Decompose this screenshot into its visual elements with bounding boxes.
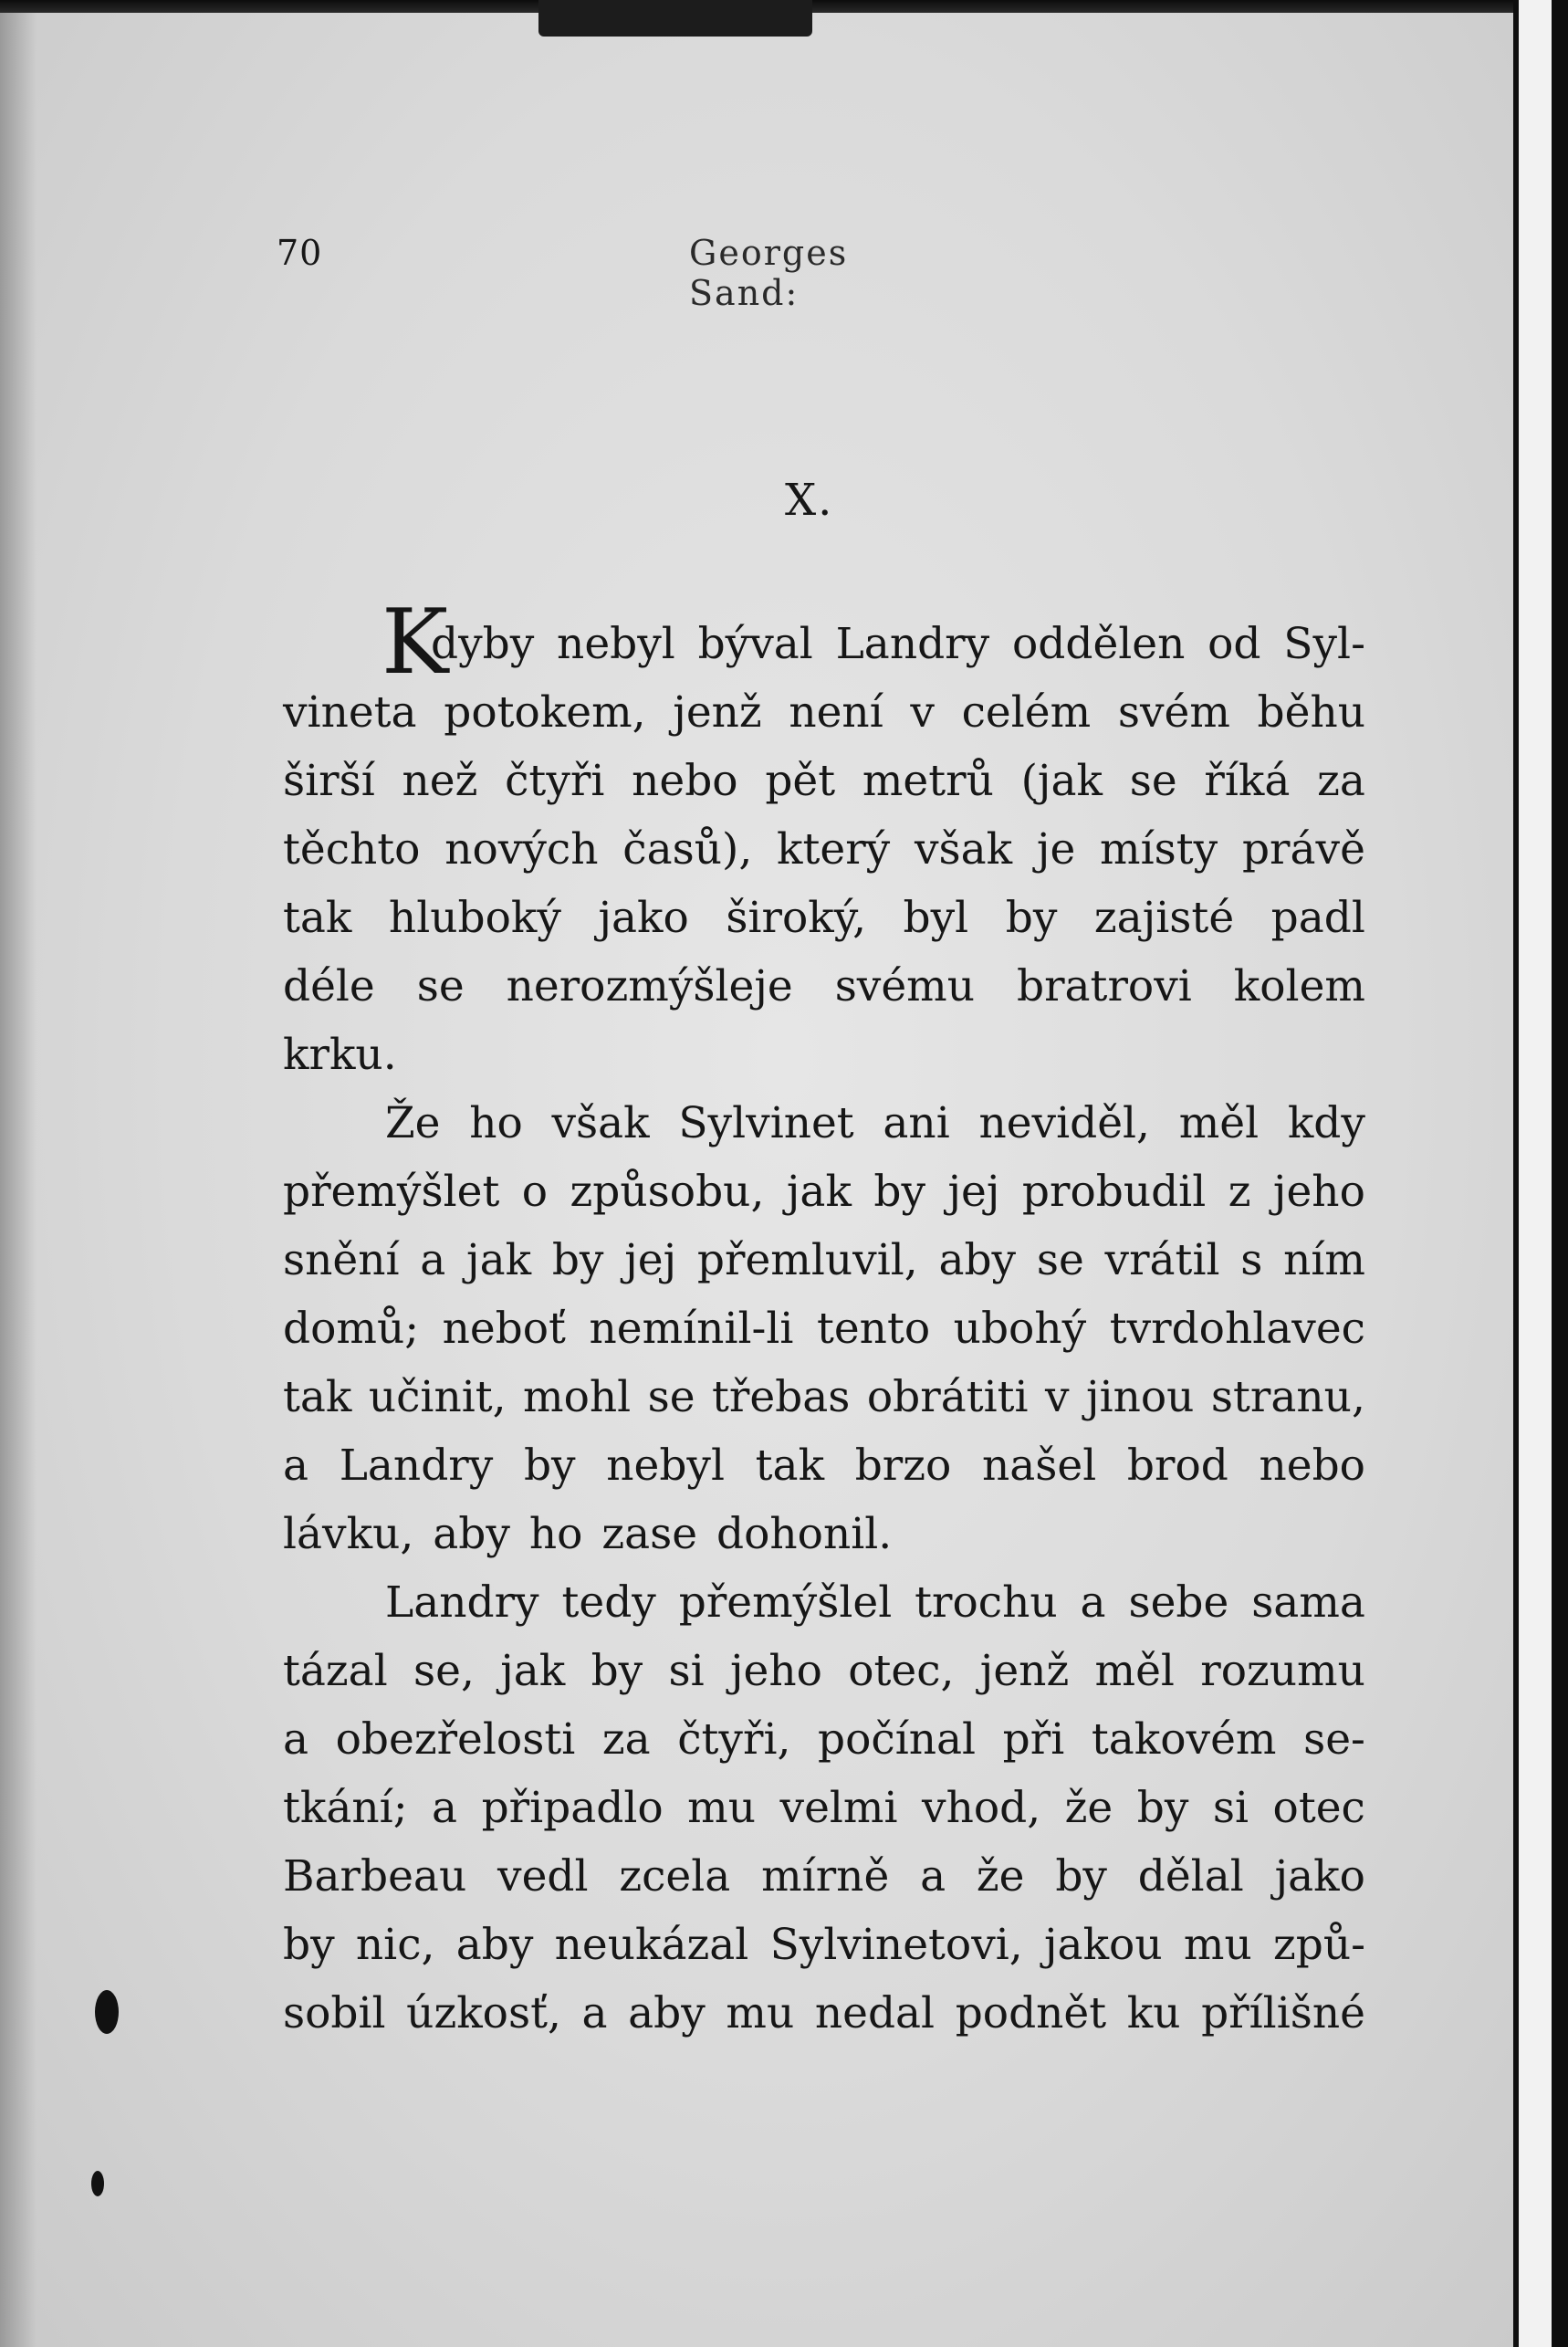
text-line: těchto nových časů), který však je místy právě <box>283 824 1365 875</box>
text-line: tak hluboký jako široký, byl by zajisté padl <box>283 893 1365 943</box>
paragraph <box>283 591 1365 1089</box>
body-text <box>283 591 1365 2048</box>
text-line: krku. <box>283 1030 397 1080</box>
text-line: tak učinit, mohl se třebas obrátiti v jinou stranu, <box>283 1372 1365 1422</box>
running-title: Georges Sand: <box>689 233 849 313</box>
text-line: domů; neboť nemínil-li tento ubohý tvrdohlavec <box>283 1304 1365 1354</box>
ink-blot <box>95 1990 119 2034</box>
paragraph <box>283 1089 1365 1568</box>
text-line: a Landry by nebyl tak brzo našel brod nebo <box>283 1441 1365 1491</box>
text-line: vineta potokem, jenž není v celém svém běhu <box>283 687 1365 738</box>
text-line: a obezřelosti za čtyři, počínal při takovém se- <box>283 1714 1365 1765</box>
text-line: Landry tedy přemýšlel trochu a sebe sama <box>385 1577 1365 1628</box>
running-header <box>277 233 970 313</box>
text-line: tázal se, jak by si jeho otec, jenž měl rozumu <box>283 1646 1365 1696</box>
scan-edge-right-strip <box>1552 0 1568 2347</box>
scan-edge-top-tab <box>538 0 812 37</box>
scan-shadow-left <box>0 0 37 2347</box>
drop-cap: K <box>382 591 449 695</box>
page-number: 70 <box>277 233 323 273</box>
text-line: dyby nebyl býval Landry oddělen od Syl- <box>431 619 1365 669</box>
text-line: déle se nerozmýšleje svému bratrovi kolem <box>283 961 1365 1011</box>
text-line: přemýšlet o způsobu, jak by jej probudil z jeho <box>283 1167 1365 1217</box>
text-line: lávku, aby ho zase dohonil. <box>283 1509 893 1559</box>
text-line: Barbeau vedl zcela mírně a že by dělal jako <box>283 1851 1365 1902</box>
text-line: Že ho však Sylvinet ani neviděl, měl kdy <box>385 1098 1365 1148</box>
text-line: sobil úzkosť, a aby mu nedal podnět ku přílišné <box>283 1988 1365 2038</box>
ink-blot <box>91 2171 104 2196</box>
chapter-number: X. <box>785 475 834 526</box>
text-line: širší než čtyři nebo pět metrů (jak se říká za <box>283 756 1365 806</box>
text-line: snění a jak by jej přemluvil, aby se vrátil s ním <box>283 1235 1365 1285</box>
text-line: tkání; a připadlo mu velmi vhod, že by si otec <box>283 1783 1365 1833</box>
paragraph <box>283 1568 1365 2048</box>
text-line: by nic, aby neukázal Sylvinetovi, jakou mu způ- <box>283 1920 1365 1970</box>
